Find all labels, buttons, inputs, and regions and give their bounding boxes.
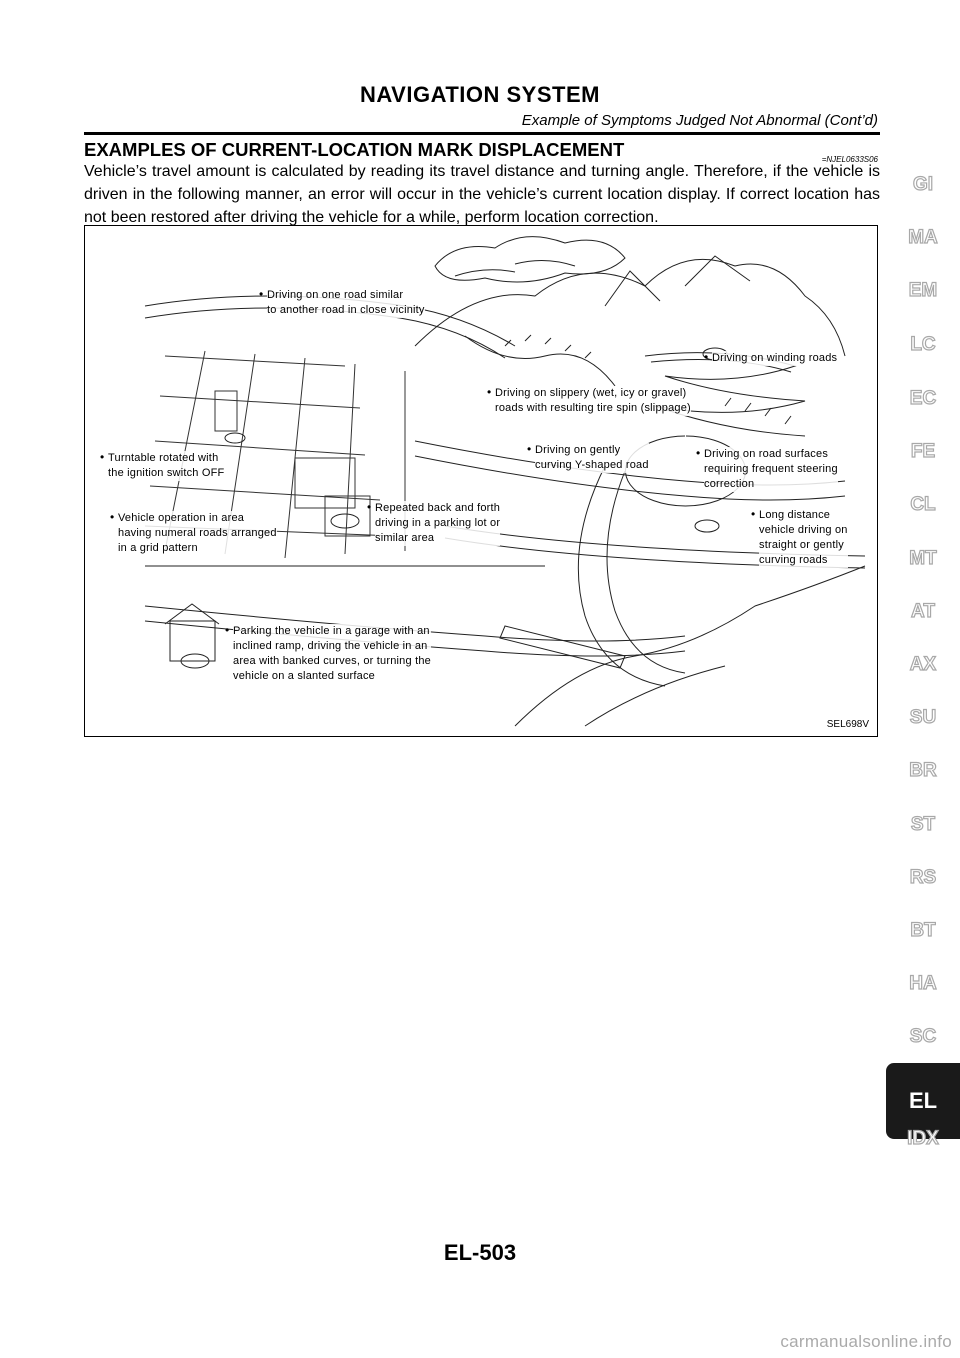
section-code: =NJEL0633S06 bbox=[821, 155, 878, 164]
callout-parking-lot: • Repeated back and forth driving in a parking lot or similar area bbox=[375, 501, 500, 546]
tab-at[interactable]: AT bbox=[911, 601, 935, 622]
tab-br[interactable]: BR bbox=[909, 760, 937, 781]
callout-road-surfaces: • Driving on road surfaces requiring frequent steering correction bbox=[704, 447, 838, 492]
tab-em[interactable]: EM bbox=[908, 280, 938, 301]
tab-rs[interactable]: RS bbox=[909, 867, 937, 888]
tab-cl[interactable]: CL bbox=[910, 494, 936, 515]
tab-ha[interactable]: HA bbox=[909, 973, 937, 994]
callout-turntable: • Turntable rotated with the ignition switch OFF bbox=[108, 451, 224, 481]
illustration-figure bbox=[84, 225, 878, 737]
tab-fe[interactable]: FE bbox=[910, 441, 936, 462]
tab-gi[interactable]: GI bbox=[912, 174, 934, 195]
callout-winding-roads: • Driving on winding roads bbox=[712, 351, 837, 366]
figure-id: SEL698V bbox=[826, 719, 869, 730]
tab-su[interactable]: SU bbox=[909, 707, 937, 728]
tab-sc[interactable]: SC bbox=[909, 1026, 937, 1047]
header-title: NAVIGATION SYSTEM bbox=[360, 82, 600, 107]
tab-mt[interactable]: MT bbox=[909, 548, 937, 569]
callout-y-shaped-road: • Driving on gently curving Y-shaped road bbox=[535, 443, 649, 473]
site-watermark[interactable]: carmanualsonline.info bbox=[780, 1332, 952, 1351]
callout-slippery-roads: • Driving on slippery (wet, icy or gravel) roads with resulting tire spin (slippage) bbox=[495, 386, 691, 416]
page-number: EL-503 bbox=[443, 1240, 517, 1265]
tab-el-active[interactable]: EL bbox=[886, 1063, 960, 1139]
section-heading: EXAMPLES OF CURRENT-LOCATION MARK DISPLACEMENT bbox=[84, 139, 625, 160]
tab-ec[interactable]: EC bbox=[909, 388, 937, 409]
tab-lc[interactable]: LC bbox=[910, 334, 936, 355]
callout-inclined-garage: • Parking the vehicle in a garage with an inclined ramp, driving the vehicle in an area with banked curves, or turning the vehicle on a slanted surface bbox=[233, 624, 431, 684]
callout-similar-road: • Driving on one road similar to another road in close vicinity bbox=[267, 288, 425, 318]
section-body: Vehicle’s travel amount is calculated by reading its travel distance and turning angle. Therefore, if the vehicle is driven in the following manner, an error will occur in the vehicle’s current location display. If correct location has not been restored after driving the vehicle for a while, perform location correction. bbox=[84, 163, 880, 226]
header-subtitle: Example of Symptoms Judged Not Abnormal (Cont’d) bbox=[521, 112, 878, 129]
tab-bt[interactable]: BT bbox=[910, 920, 936, 941]
tab-st[interactable]: ST bbox=[910, 814, 936, 835]
callout-grid-pattern: • Vehicle operation in area having numeral roads arranged in a grid pattern bbox=[118, 511, 277, 556]
callout-long-distance: • Long distance vehicle driving on straight or gently curving roads bbox=[759, 508, 848, 568]
header-rule bbox=[84, 132, 880, 135]
tab-ax[interactable]: AX bbox=[909, 654, 937, 675]
tab-idx[interactable]: IDX bbox=[907, 1128, 939, 1149]
tab-ma[interactable]: MA bbox=[908, 227, 938, 248]
